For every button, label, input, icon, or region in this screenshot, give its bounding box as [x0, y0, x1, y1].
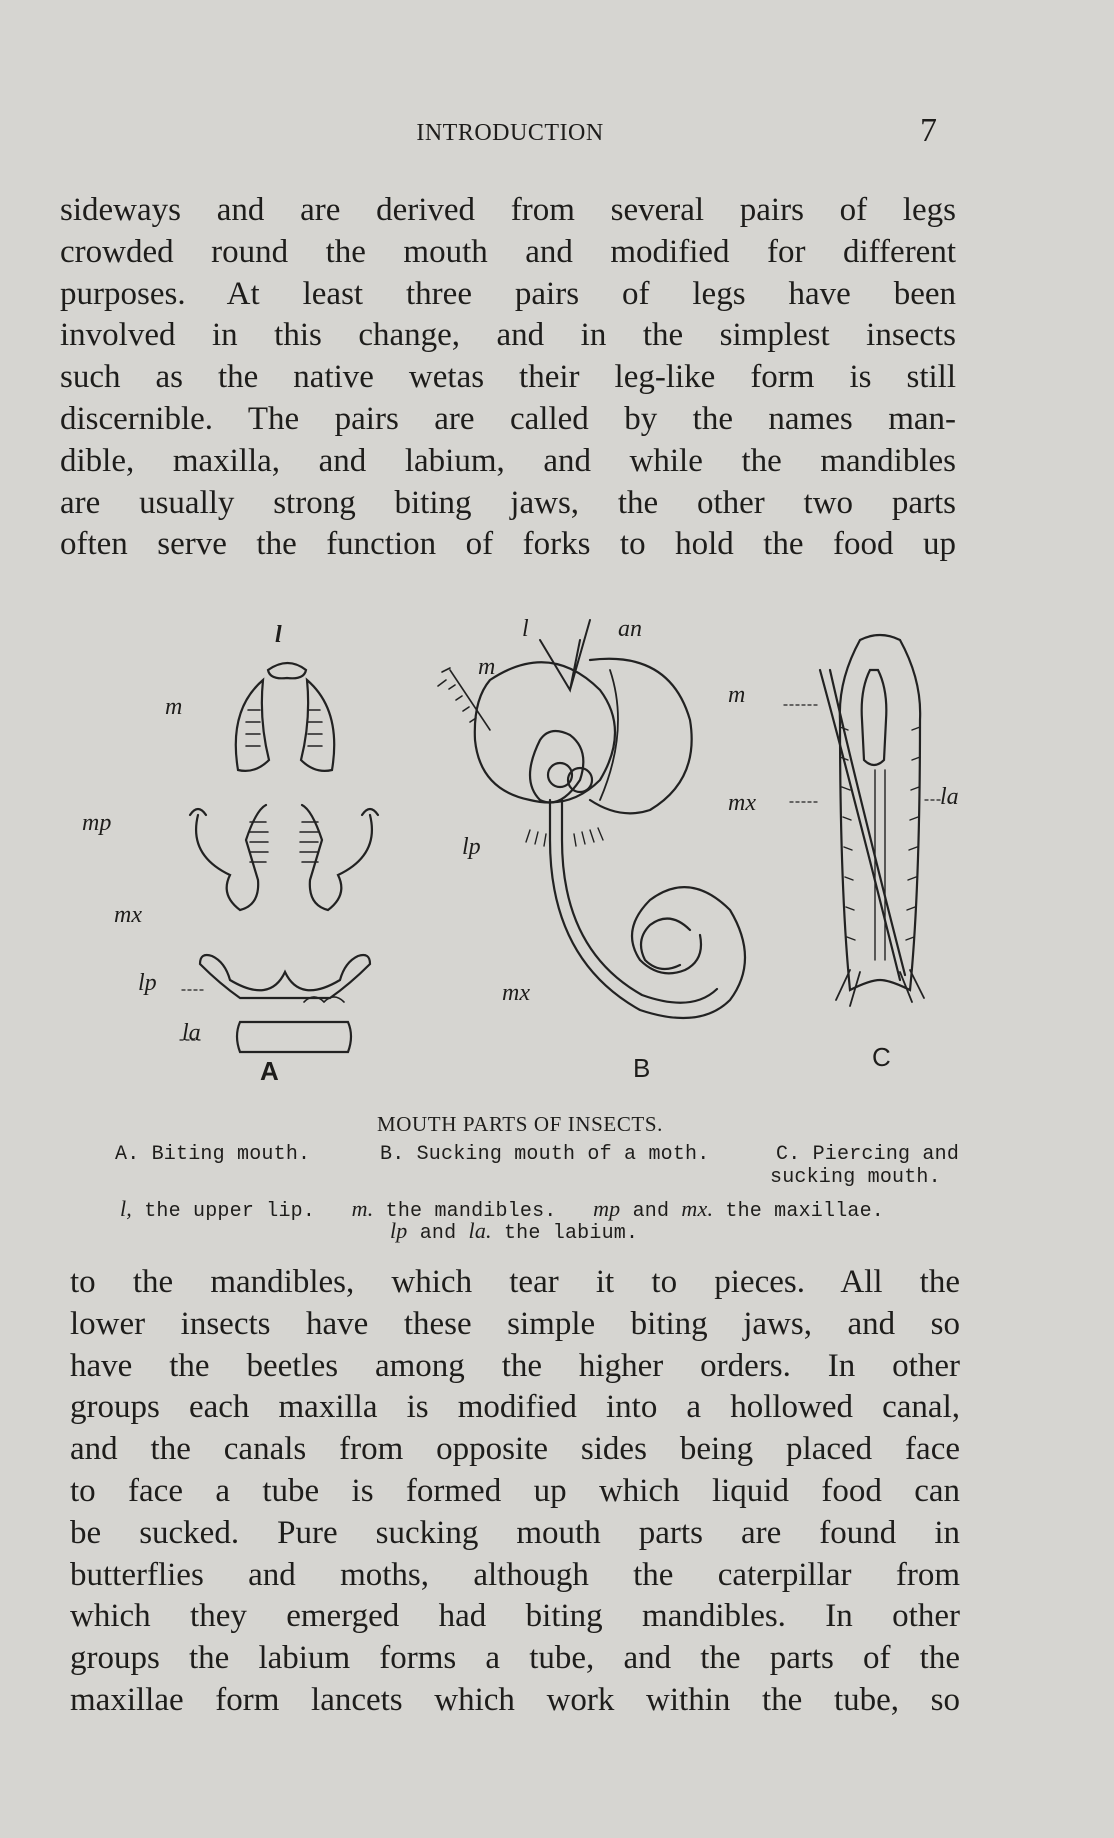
- text-line: sideways and are derived from several pairs of legs: [60, 192, 956, 228]
- label-b-lp: lp: [462, 834, 481, 860]
- text-line: maxillae form lancets which work within the tube, so: [70, 1681, 960, 1718]
- text-line: to face a tube is formed up which liquid food can: [70, 1472, 960, 1509]
- label-c-la: la: [940, 784, 959, 810]
- label-a-mx: mx: [114, 902, 142, 928]
- legend-and-1: and: [620, 1200, 682, 1223]
- paragraph-2: [70, 1262, 960, 1722]
- text-line: to the mandibles, which tear it to pieces. All the: [70, 1264, 960, 1300]
- label-c-m: m: [728, 682, 746, 708]
- legend-text-l: the upper lip.: [132, 1200, 316, 1223]
- caption-a: A. Biting mouth.: [115, 1143, 311, 1166]
- label-b-mx: mx: [502, 980, 530, 1006]
- text-line: have the beetles among the higher orders. In other: [70, 1347, 960, 1384]
- caption-b: B. Sucking mouth of a moth.: [380, 1143, 710, 1166]
- text-line: such as the native wetas their leg-like form is still: [60, 359, 956, 396]
- text-line: groups each maxilla is modified into a hollowed canal,: [70, 1389, 960, 1426]
- label-b-an: an: [618, 616, 642, 642]
- text-line: often serve the function of forks to hold the food up: [60, 526, 956, 563]
- figure-caption-title: MOUTH PARTS OF INSECTS.: [377, 1112, 663, 1136]
- legend-key-mx: mx.: [681, 1196, 714, 1221]
- label-b-m: m: [478, 654, 496, 680]
- legend-text-m: the mandibles.: [373, 1200, 557, 1223]
- paragraph-1: [60, 190, 956, 566]
- label-a-la: la: [182, 1020, 201, 1046]
- text-line: groups the labium forms a tube, and the parts of the: [70, 1640, 960, 1677]
- page-number: 7: [920, 112, 937, 149]
- text-line: discernible. The pairs are called by the names man-: [60, 400, 956, 437]
- text-line: be sucked. Pure sucking mouth parts are found in: [70, 1514, 960, 1551]
- running-header: INTRODUCTION: [416, 120, 604, 146]
- legend-key-la: la.: [468, 1218, 492, 1243]
- legend-key-lp: lp: [390, 1218, 408, 1243]
- legend-key-m: m.: [351, 1196, 374, 1221]
- panel-c-letter: C: [872, 1042, 891, 1072]
- label-b-l: l: [522, 616, 529, 642]
- caption-c-line1: C. Piercing and: [776, 1143, 960, 1166]
- text-line: purposes. At least three pairs of legs have been: [60, 275, 956, 312]
- panel-b-letter: B: [633, 1053, 651, 1083]
- mouth-parts-figure: [70, 610, 970, 1090]
- text-line: involved in this change, and in the simplest insects: [60, 317, 956, 354]
- text-line: lower insects have these simple biting jaws, and so: [70, 1305, 960, 1342]
- text-line: crowded round the mouth and modified for different: [60, 233, 956, 270]
- text-line: butterflies and moths, although the caterpillar from: [70, 1556, 960, 1593]
- label-a-m: m: [165, 694, 183, 720]
- text-line: dible, maxilla, and labium, and while the mandibles: [60, 442, 956, 479]
- caption-legend-row-2: [390, 1218, 638, 1245]
- legend-text-mx: the maxillae.: [713, 1200, 884, 1223]
- panel-c-drawing: [820, 635, 924, 1006]
- panel-a-drawing: [190, 663, 378, 1052]
- text-line: and the canals from opposite sides being placed face: [70, 1431, 960, 1468]
- label-a-lp: lp: [138, 970, 157, 996]
- label-c-mx: mx: [728, 790, 756, 816]
- caption-c-line2: sucking mouth.: [770, 1166, 941, 1189]
- label-a-mp: mp: [82, 810, 112, 836]
- legend-key-mp: mp: [593, 1196, 621, 1221]
- text-line: which they emerged had biting mandibles. In other: [70, 1598, 960, 1635]
- legend-text-la: the labium.: [491, 1222, 639, 1245]
- label-a-l: l: [275, 622, 282, 648]
- text-line: are usually strong biting jaws, the other two parts: [60, 484, 956, 521]
- legend-key-l: l,: [120, 1196, 133, 1221]
- legend-and-2: and: [407, 1222, 469, 1245]
- panel-a-letter: A: [260, 1056, 279, 1086]
- figure-drawing: [70, 610, 970, 1090]
